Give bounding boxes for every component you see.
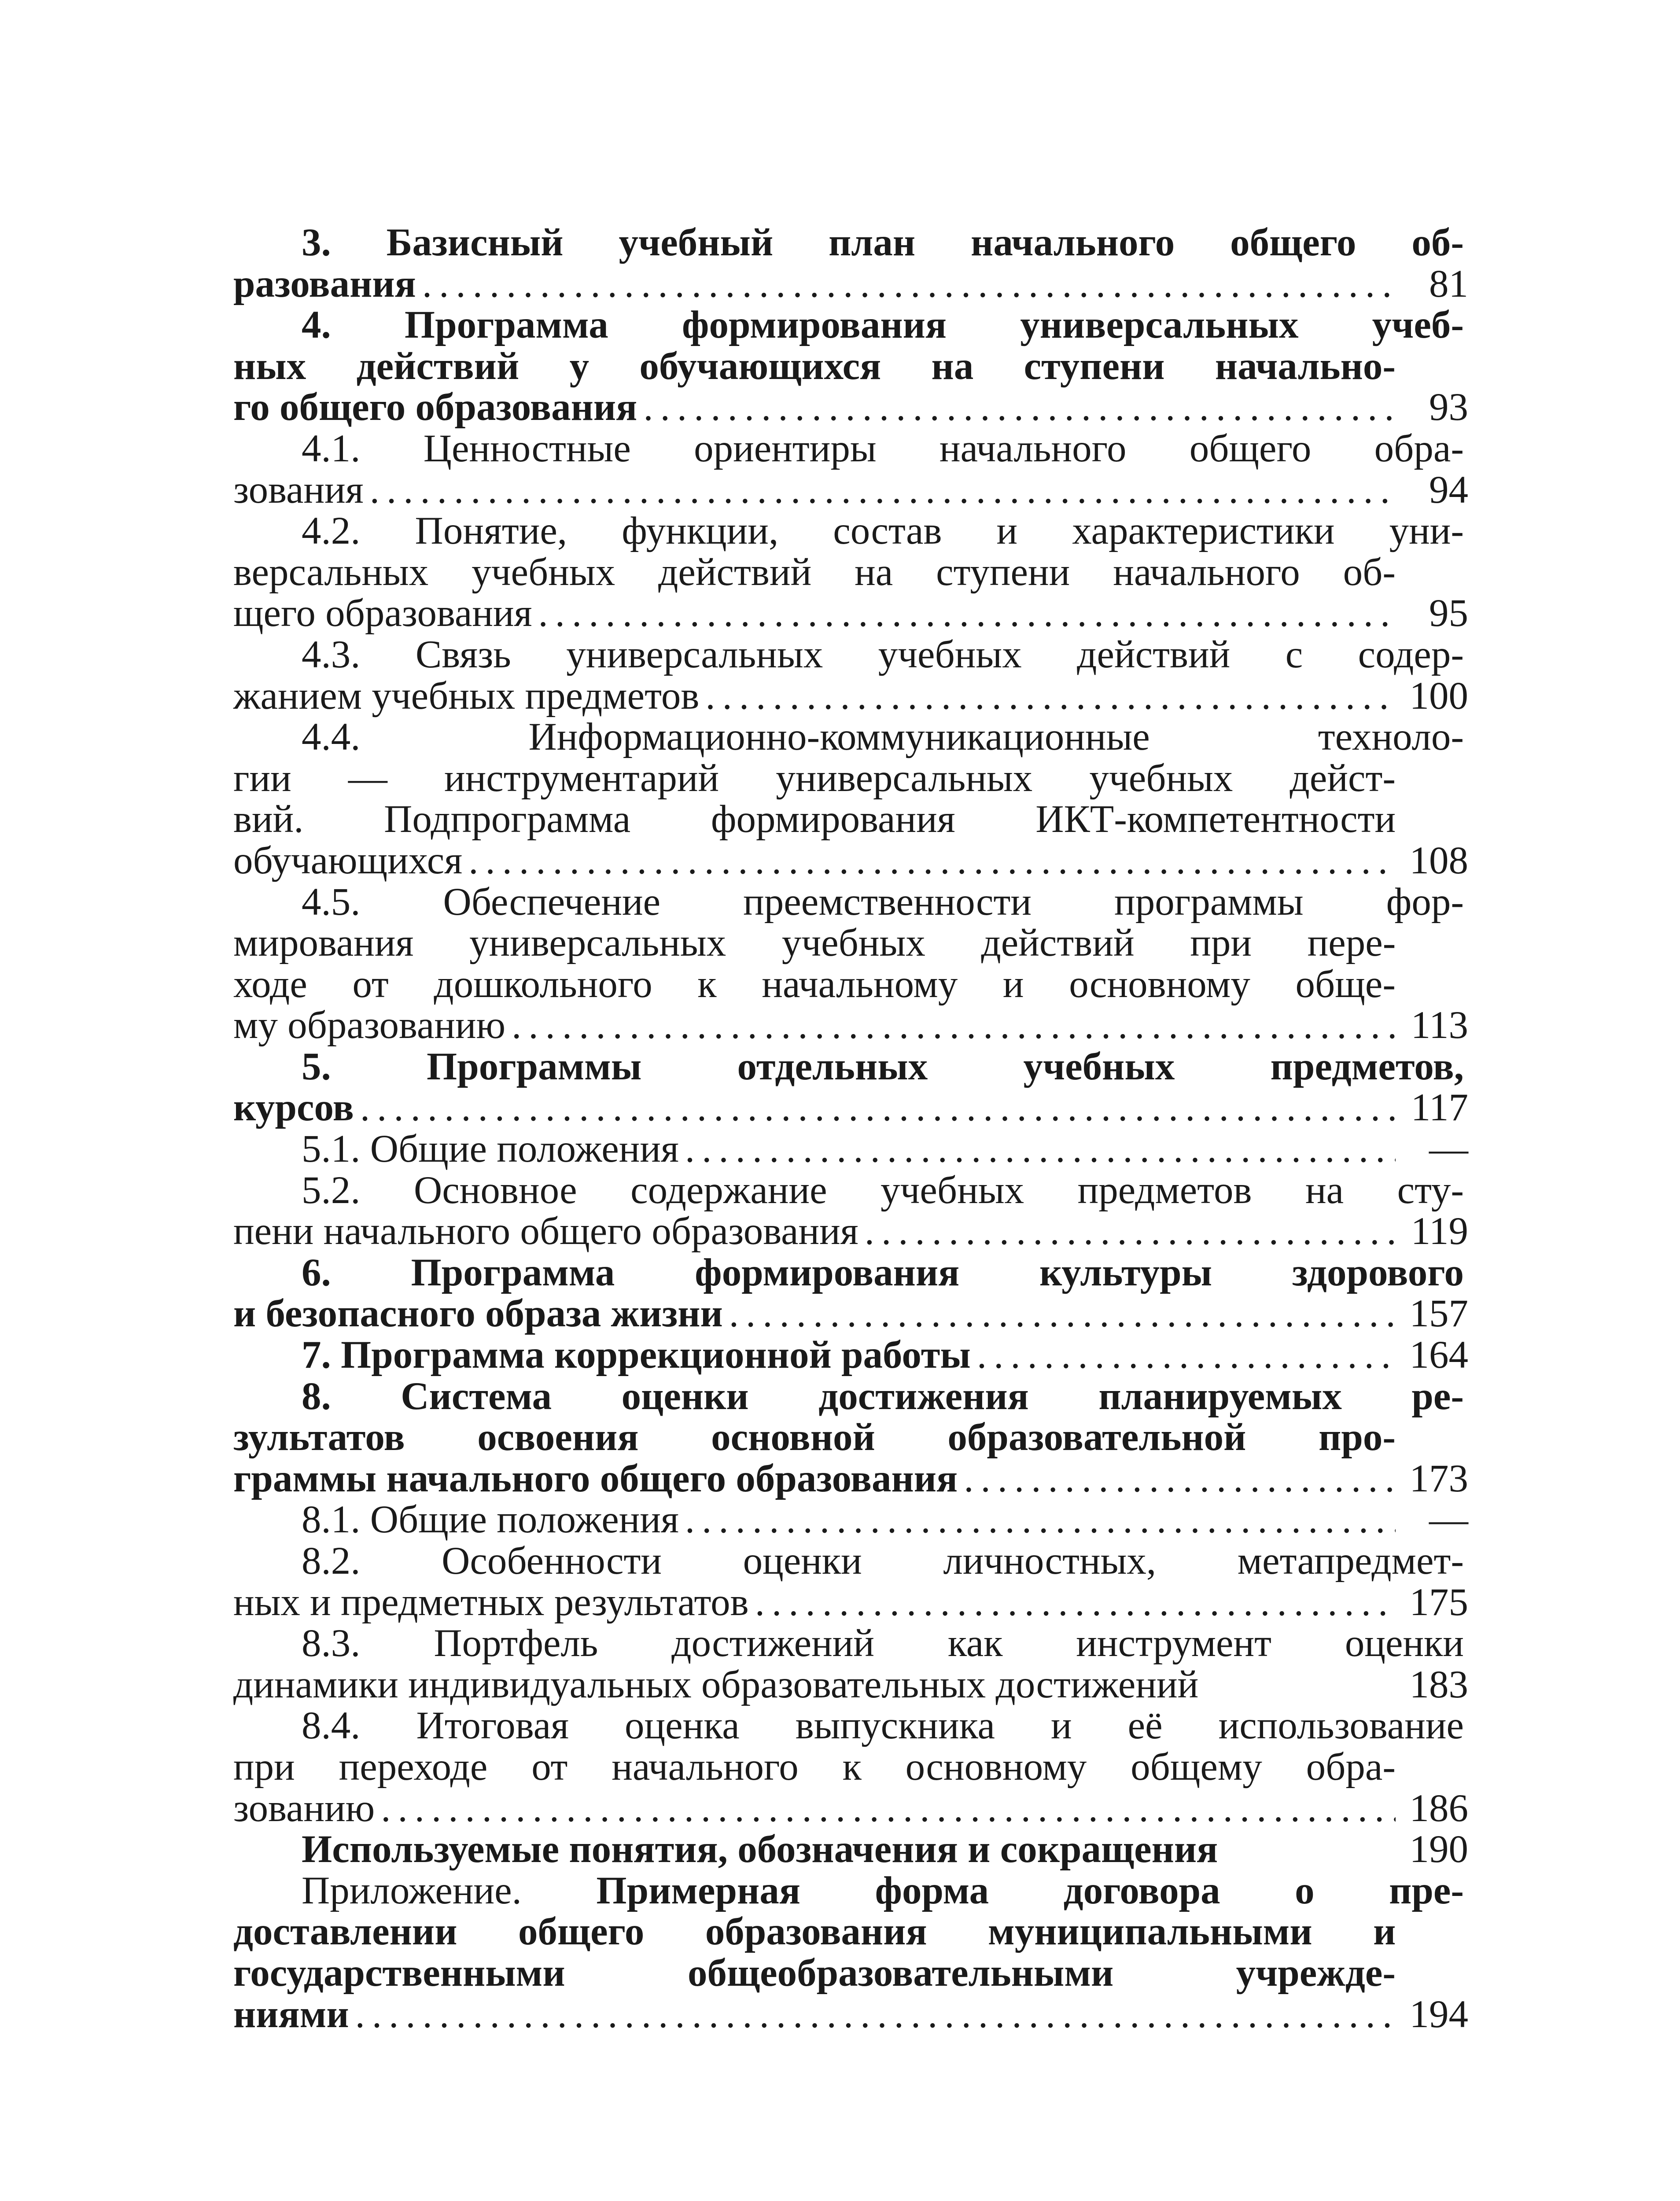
toc-entry-text: ниями [233,1992,349,2036]
toc-line [233,428,1468,470]
toc-entry [233,634,1468,717]
toc-entry-text: зованию [233,1786,375,1830]
toc-line [233,1788,1468,1829]
toc-line [233,305,1468,346]
toc-line [233,1870,1468,1912]
toc-entry [233,1170,1468,1252]
toc-line [233,799,1468,840]
toc-line [233,1129,1468,1170]
page-number: 175 [1409,1580,1468,1624]
toc-line [233,634,1468,676]
toc-entry [233,1252,1468,1335]
toc-line [233,923,1468,964]
toc-entry-text: и безопасного образа жизни [233,1292,723,1336]
toc-entry [233,428,1468,511]
page-number: 108 [1409,839,1468,882]
toc-line [233,1252,1468,1294]
toc-entry-text: 8. Система оценки достижения планируемых ре- [302,1374,1464,1418]
dot-leader [349,1994,1396,2035]
toc-line [233,1005,1468,1046]
page-number: 113 [1411,1004,1468,1047]
dot-leader [699,676,1396,717]
toc-line [233,1046,1468,1088]
toc-line [233,593,1468,634]
toc-line [233,1582,1468,1623]
dot-leader [416,264,1396,305]
toc-entry-text: курсов [233,1086,354,1130]
dot-leader [971,1335,1396,1376]
toc-entry [233,511,1468,634]
page-number: 194 [1409,1992,1468,2036]
toc-entry-text: 8.1. Общие положения [302,1498,679,1542]
toc-entry-text: щего образования [233,592,532,635]
toc-line [233,1293,1468,1335]
toc-line [233,758,1468,799]
toc-entry-text: при переходе от начального к основному общему обра- [233,1745,1396,1789]
dot-leader [858,1211,1396,1252]
dot-leader [462,840,1396,882]
toc-entry-text: 3. Базисный учебный план начального общего об- [302,221,1464,264]
toc-line [233,1747,1468,1788]
toc-entry-text: 5.1. Общие положения [302,1127,679,1171]
toc-entry-text: зультатов освоения основной образовательной про- [233,1416,1396,1459]
page-number: 117 [1411,1086,1468,1130]
toc-line [233,1499,1468,1541]
toc-line [233,1994,1468,2035]
toc-entry-text: 4.1. Ценностные ориентиры начального общего обра- [302,427,1464,470]
toc-entry [233,1829,1468,1870]
toc-entry-text: 6. Программа формирования культуры здорового [302,1251,1464,1294]
toc-entry-title: Примерная форма договора о пре- [521,1869,1464,1912]
toc-entry-text: 8.4. Итоговая оценка выпускника и её использование [302,1704,1464,1748]
dot-leader [364,470,1396,511]
toc-entry-text: 7. Программа коррекционной работы [302,1333,971,1377]
toc-line [233,1376,1468,1417]
toc-entry [233,1870,1468,2035]
dot-leader [354,1087,1396,1129]
toc-entry-text: динамики индивидуальных образовательных достижений [233,1663,1199,1706]
toc-entry-text: ходе от дошкольного к начальному и основному обще- [233,962,1396,1006]
toc-line [233,1664,1468,1706]
toc-line [233,1417,1468,1458]
toc-entry-text: пени начального общего образования [233,1210,858,1253]
toc-line [233,1705,1468,1747]
toc-entry-text: разования [233,262,416,305]
toc-entry [233,1129,1468,1170]
page-number: 186 [1409,1786,1468,1830]
toc-line [233,717,1468,758]
toc-line [233,511,1468,552]
dot-leader [637,387,1396,428]
toc-line [233,1623,1468,1664]
toc-line [233,387,1468,428]
dot-leader [532,593,1396,634]
page-number: 119 [1411,1210,1468,1253]
toc-line [233,1335,1468,1376]
toc-line [233,552,1468,593]
page-number: 173 [1409,1457,1468,1500]
toc-line [233,676,1468,717]
toc-entry-text: 4. Программа формирования универсальных учеб- [302,303,1464,347]
toc-entry-text: 5. Программы отдельных учебных предметов, [302,1045,1464,1088]
toc-entry-text: 8.3. Портфель достижений как инструмент оценки [302,1622,1464,1665]
toc-line [233,1170,1468,1211]
dot-leader [679,1129,1396,1170]
page-number: 81 [1429,262,1468,305]
page-number: 94 [1429,468,1468,512]
page-number: 164 [1409,1333,1468,1377]
toc-entry-text: доставлении общего образования муниципальными и [233,1910,1396,1954]
toc-entry-text: мирования универсальных учебных действий при пере- [233,921,1396,965]
toc-entry-text: вий. Подпрограмма формирования ИКТ-компетентности [233,798,1396,841]
page-number: 93 [1429,386,1468,429]
page-number: 183 [1409,1663,1468,1706]
toc-entry [233,1046,1468,1129]
toc-entry-text [233,1870,1464,1912]
toc-line [233,1541,1468,1582]
toc-entry [233,1705,1468,1829]
toc-entry [233,882,1468,1046]
page-number: — [1429,1127,1468,1171]
toc-entry-text: ных действий у обучающихся на ступени начально- [233,344,1396,388]
toc-entry [233,1376,1468,1500]
table-of-contents [233,222,1468,2035]
toc-line [233,840,1468,882]
toc-line [233,964,1468,1005]
toc-line [233,1087,1468,1129]
dot-leader [505,1005,1396,1046]
dot-leader [679,1499,1396,1541]
toc-entry [233,1623,1468,1705]
toc-entry-text: ных и предметных результатов [233,1580,749,1624]
page-number: — [1429,1498,1468,1542]
toc-entry-text: 4.3. Связь универсальных учебных действий с содер- [302,633,1464,676]
toc-entry [233,717,1468,881]
toc-line [233,1829,1468,1870]
toc-entry [233,305,1468,428]
toc-entry-text: Используемые понятия, обозначения и сокращения [302,1828,1218,1871]
toc-entry-text: 4.2. Понятие, функции, состав и характеристики уни- [302,509,1464,553]
dot-leader [749,1582,1396,1623]
toc-line [233,1458,1468,1500]
toc-entry-text: жанием учебных предметов [233,674,700,718]
toc-line [233,882,1468,923]
toc-entry-text: 4.5. Обеспечение преемственности программы фор- [302,880,1464,924]
page-number: 157 [1409,1292,1468,1336]
page-number: 100 [1409,674,1468,718]
toc-entry-text: версальных учебных действий на ступени начального об- [233,550,1396,594]
toc-entry-text: 8.2. Особенности оценки личностных, метапредмет- [302,1539,1464,1583]
toc-entry-prefix: Приложение. [302,1869,522,1912]
toc-line [233,346,1468,387]
toc-entry-text: гии — инструментарий универсальных учебных дейст- [233,756,1396,800]
toc-entry [233,1499,1468,1541]
toc-entry-text: му образованию [233,1004,506,1047]
dot-leader [375,1788,1396,1829]
toc-entry-text: го общего образования [233,386,637,429]
toc-line [233,222,1468,264]
toc-entry-text: обучающихся [233,839,463,882]
toc-line [233,1953,1468,1994]
page-number: 190 [1409,1828,1468,1871]
toc-entry-text: 4.4. Информационно-коммуникационные техноло- [302,715,1464,759]
toc-line [233,264,1468,305]
dot-leader [958,1458,1396,1500]
toc-entry-text: граммы начального общего образования [233,1457,958,1500]
toc-line [233,1211,1468,1252]
toc-entry [233,1541,1468,1623]
toc-line [233,470,1468,511]
toc-entry-text: государственными общеобразовательными учрежде- [233,1951,1396,1995]
toc-entry-text: 5.2. Основное содержание учебных предметов на сту- [302,1168,1464,1212]
dot-leader [723,1293,1396,1335]
toc-entry-text: зования [233,468,364,512]
toc-entry [233,222,1468,305]
page-number: 95 [1429,592,1468,635]
toc-line [233,1911,1468,1953]
toc-entry [233,1335,1468,1376]
